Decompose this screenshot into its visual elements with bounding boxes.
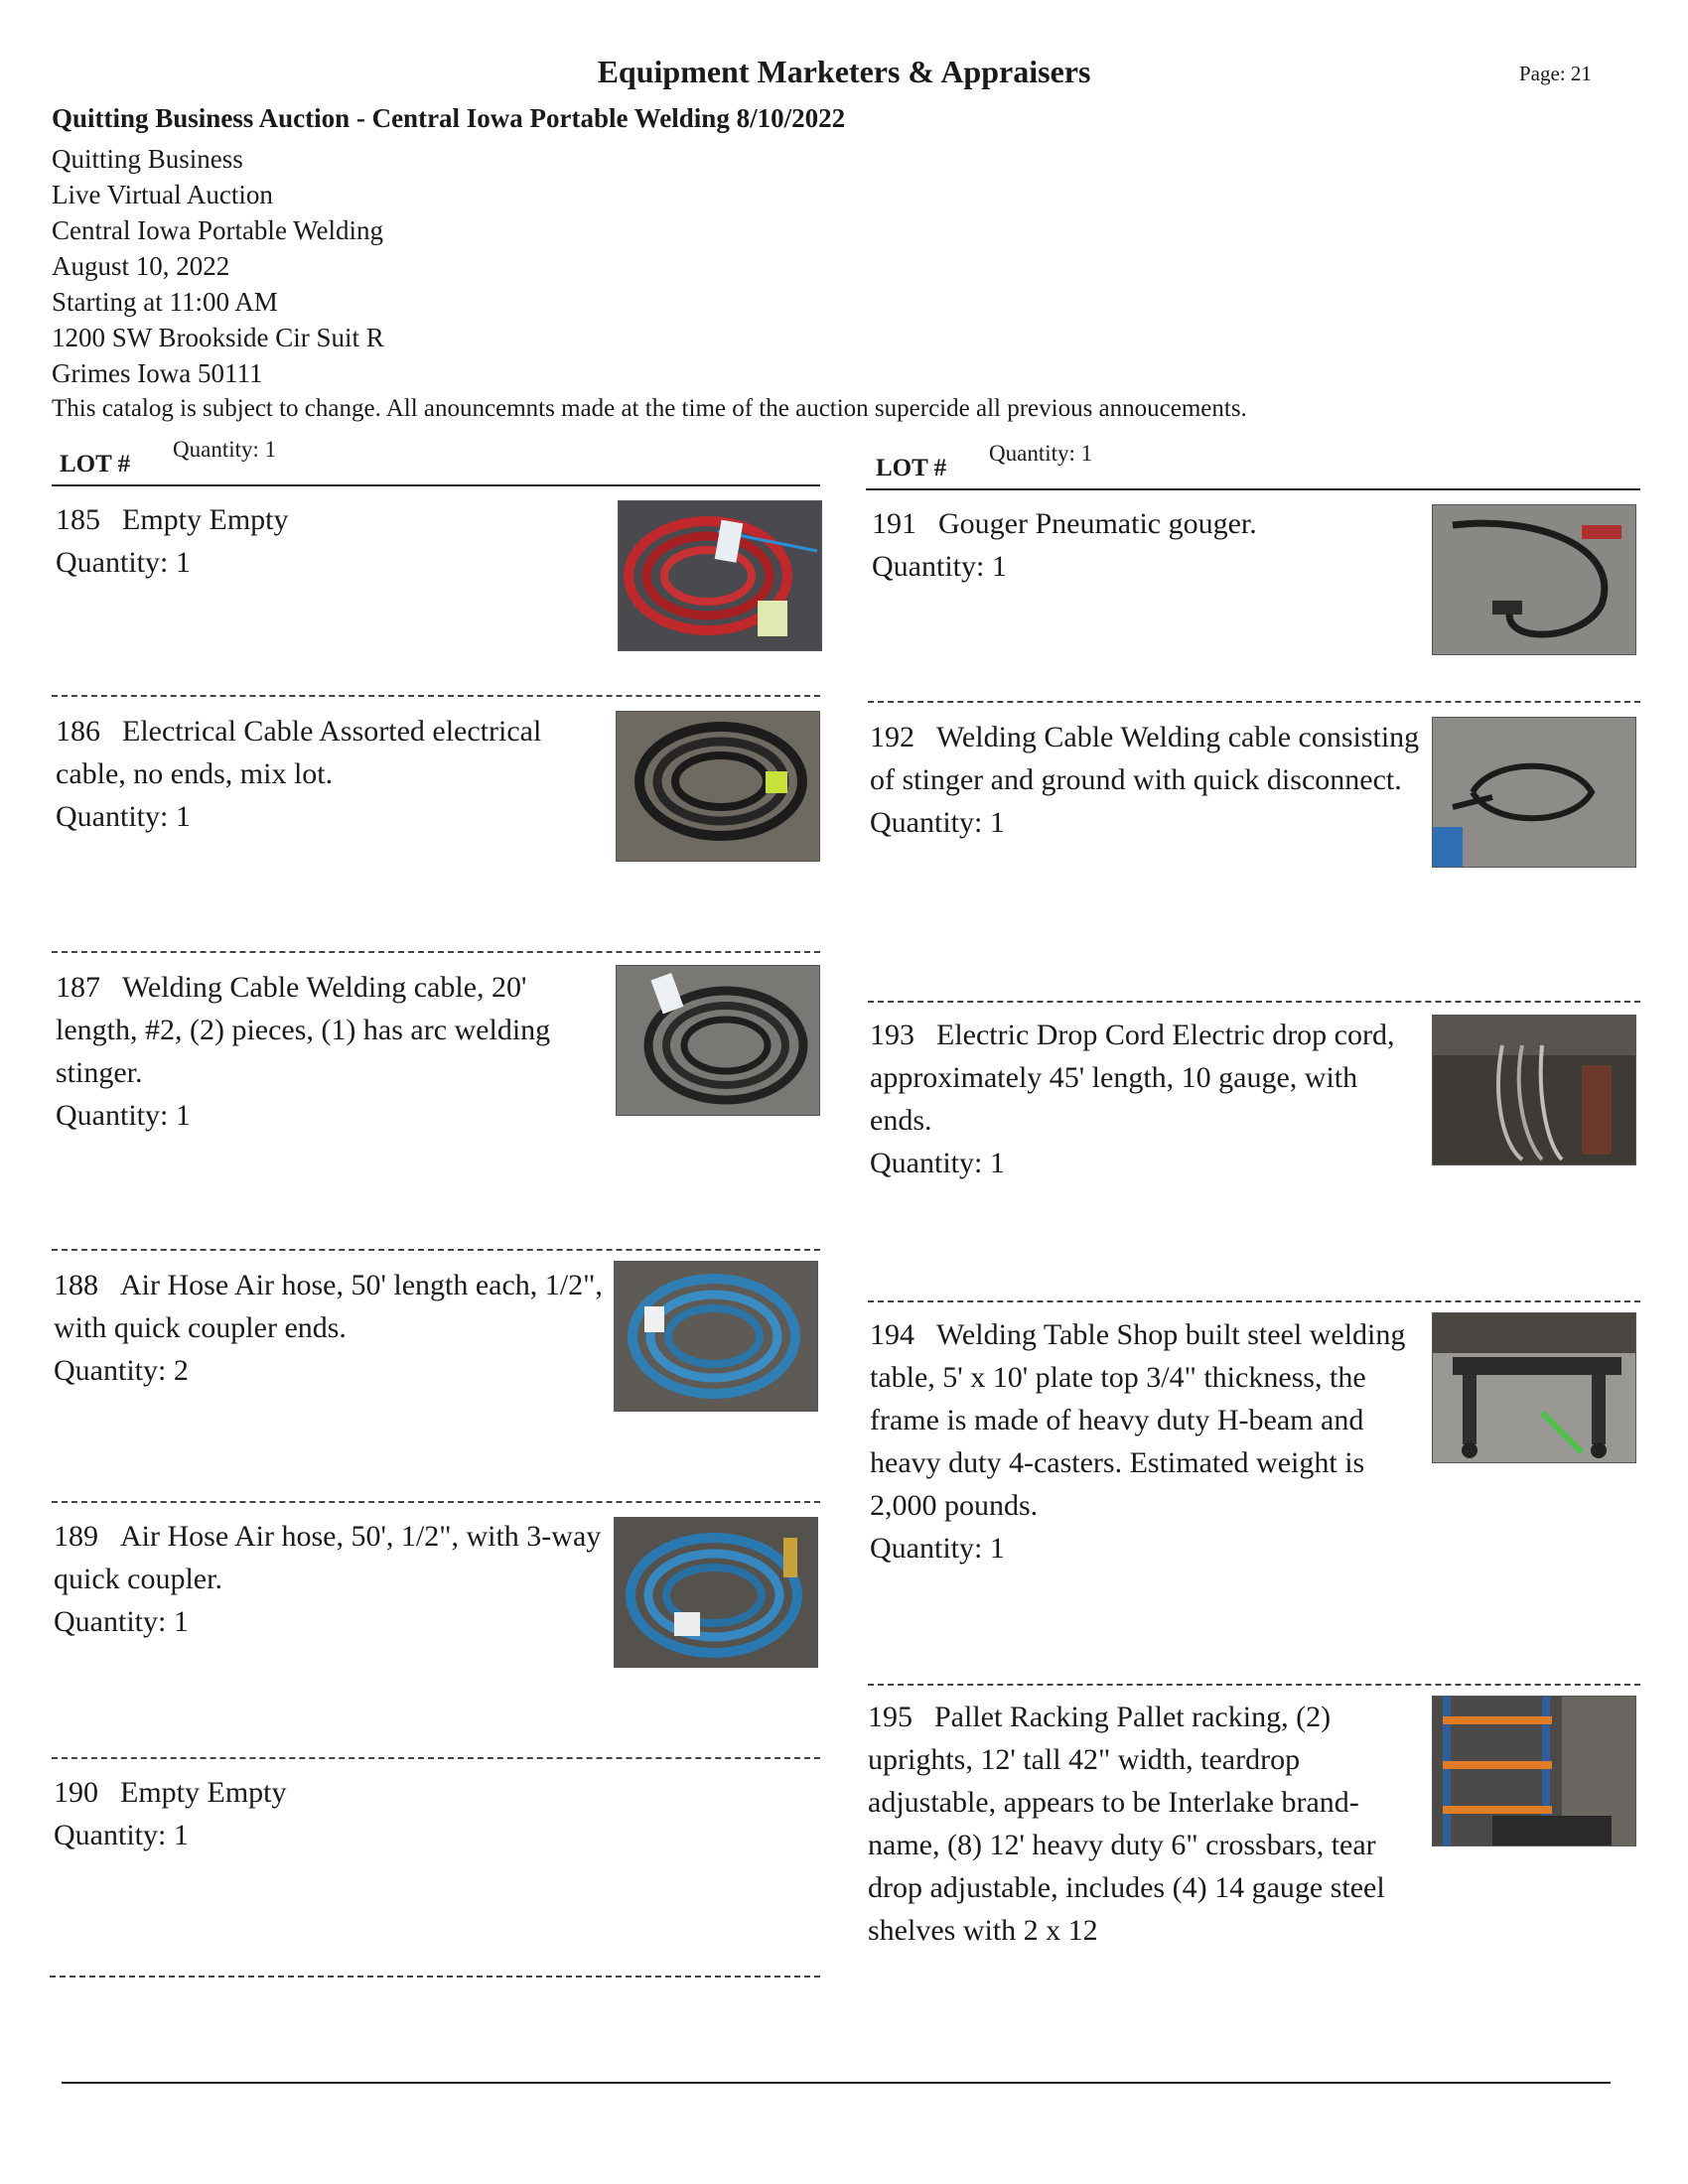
lot-description: Welding Table Shop built steel welding table, 5' x 10' plate top 3/4" thickness, the frame is made of heavy duty H-beam and heavy duty 4-casters. Estimated weight is 2,000 pounds. <box>870 1318 1406 1522</box>
lot-number: 191 <box>872 507 916 540</box>
lot-entry-194 <box>870 1313 1426 1570</box>
page-footer-rule <box>62 2082 1611 2084</box>
lot-number: 189 <box>54 1520 98 1553</box>
lot-description: Pallet Racking Pallet racking, (2) uprights, 12' tall 42" width, teardrop adjustable, appears to be Interlake brand-name, (8) 12' heavy duty 6" crossbars, tear drop adjustable, includes (4) 14 gauge steel shelves with 2 x 12 <box>868 1701 1385 1947</box>
detail-line: Grimes Iowa 50111 <box>52 358 263 388</box>
auction-title: Quitting Business Auction - Central Iowa Portable Welding 8/10/2022 <box>52 103 846 133</box>
auction-details <box>52 141 384 391</box>
lot-191-photo <box>1432 504 1636 655</box>
column-rule-left <box>52 484 820 486</box>
lot-description: Electrical Cable Assorted electrical cable, no ends, mix lot. <box>56 715 542 790</box>
red-cable-coil-icon <box>619 501 821 650</box>
lot-description: Welding Cable Welding cable, 20' length, #2, (2) pieces, (1) has arc welding stinger. <box>56 971 551 1089</box>
lot-description: Empty Empty <box>122 503 289 536</box>
catalog-notice: This catalog is subject to change. All anouncemnts made at the time of the auction supercide all previous annoucements. <box>52 395 1247 422</box>
lot-quantity: Quantity: 2 <box>54 1354 189 1387</box>
lot-quantity: Quantity: 1 <box>54 1819 189 1851</box>
lot-divider <box>52 1501 820 1503</box>
lot-number: 187 <box>56 971 100 1004</box>
lot-entry-187 <box>56 966 612 1137</box>
lot-number: 194 <box>870 1318 914 1351</box>
lot-quantity: Quantity: 1 <box>56 546 191 579</box>
lot-quantity: Quantity: 1 <box>870 1147 1005 1179</box>
lot-quantity: Quantity: 1 <box>870 1532 1005 1565</box>
pallet-racking-icon <box>1433 1697 1635 1845</box>
lot-number: 193 <box>870 1019 914 1051</box>
lot-number: 192 <box>870 721 914 753</box>
lot-192-photo <box>1432 717 1636 868</box>
lot-quantity: Quantity: 1 <box>870 806 1005 839</box>
gouger-icon <box>1433 505 1635 654</box>
lot-188-photo <box>614 1261 818 1412</box>
detail-line: Starting at 11:00 AM <box>52 287 278 317</box>
quantity-column-label-right: Quantity: 1 <box>989 441 1093 466</box>
lot-entry-191 <box>872 502 1428 588</box>
lot-187-photo <box>616 965 820 1116</box>
company-name: Equipment Marketers & Appraisers <box>597 54 1091 89</box>
lot-column-label-right: LOT # <box>876 455 947 481</box>
lot-entry-193 <box>870 1014 1426 1184</box>
lot-number: 186 <box>56 715 100 748</box>
detail-line: Live Virtual Auction <box>52 180 273 209</box>
welding-table-icon <box>1433 1313 1635 1462</box>
lot-divider <box>868 1684 1640 1686</box>
lot-description: Electric Drop Cord Electric drop cord, approximately 45' length, 10 gauge, with ends. <box>870 1019 1395 1137</box>
lot-description: Air Hose Air hose, 50', 1/2", with 3-way quick coupler. <box>54 1520 602 1595</box>
detail-line: August 10, 2022 <box>52 251 230 281</box>
lot-186-photo <box>616 711 820 862</box>
detail-line: Central Iowa Portable Welding <box>52 215 383 245</box>
page-number: Page: 21 <box>1519 62 1592 85</box>
lot-description: Welding Cable Welding cable consisting of stinger and ground with quick disconnect. <box>870 721 1420 796</box>
lot-189-photo <box>614 1517 818 1668</box>
lot-number: 188 <box>54 1269 98 1301</box>
lot-divider <box>868 1001 1640 1003</box>
lot-quantity: Quantity: 1 <box>872 550 1007 583</box>
detail-line: Quitting Business <box>52 144 243 174</box>
lot-number: 195 <box>868 1701 913 1733</box>
lot-quantity: Quantity: 1 <box>54 1605 189 1638</box>
welding-cable-icon <box>1433 718 1635 867</box>
lot-entry-189 <box>54 1515 610 1643</box>
lot-195-photo <box>1432 1696 1636 1846</box>
lot-193-photo <box>1432 1015 1636 1165</box>
welding-cable-coil-icon <box>617 966 819 1115</box>
lot-description: Air Hose Air hose, 50' length each, 1/2", with quick coupler ends. <box>54 1269 603 1344</box>
blue-hose-coil-icon <box>615 1518 817 1667</box>
lot-description: Empty Empty <box>120 1776 287 1809</box>
lot-divider <box>868 701 1640 703</box>
detail-line: 1200 SW Brookside Cir Suit R <box>52 323 384 352</box>
lot-entry-188 <box>54 1264 610 1392</box>
lot-entry-192 <box>870 716 1426 844</box>
lot-number: 185 <box>56 503 100 536</box>
drop-cord-icon <box>1433 1016 1635 1164</box>
lot-description: Gouger Pneumatic gouger. <box>938 507 1257 540</box>
lot-divider <box>52 1249 820 1251</box>
lot-185-photo <box>618 500 822 651</box>
lot-quantity: Quantity: 1 <box>56 800 191 833</box>
column-rule-right <box>866 488 1640 490</box>
blue-hose-coil-icon <box>615 1262 817 1411</box>
lot-entry-185 <box>56 498 612 584</box>
lot-divider <box>52 951 820 953</box>
lot-194-photo <box>1432 1312 1636 1463</box>
lot-divider <box>52 695 820 697</box>
lot-divider <box>52 1757 820 1759</box>
lot-column-label-left: LOT # <box>60 451 131 478</box>
lot-number: 190 <box>54 1776 98 1809</box>
lot-entry-190 <box>54 1771 610 1856</box>
lot-quantity: Quantity: 1 <box>56 1099 191 1132</box>
quantity-column-label-left: Quantity: 1 <box>173 437 277 462</box>
lot-divider <box>50 1976 820 1978</box>
black-cable-coil-icon <box>617 712 819 861</box>
lot-entry-186 <box>56 710 612 838</box>
lot-entry-195 <box>868 1696 1424 1952</box>
lot-divider <box>868 1300 1640 1302</box>
